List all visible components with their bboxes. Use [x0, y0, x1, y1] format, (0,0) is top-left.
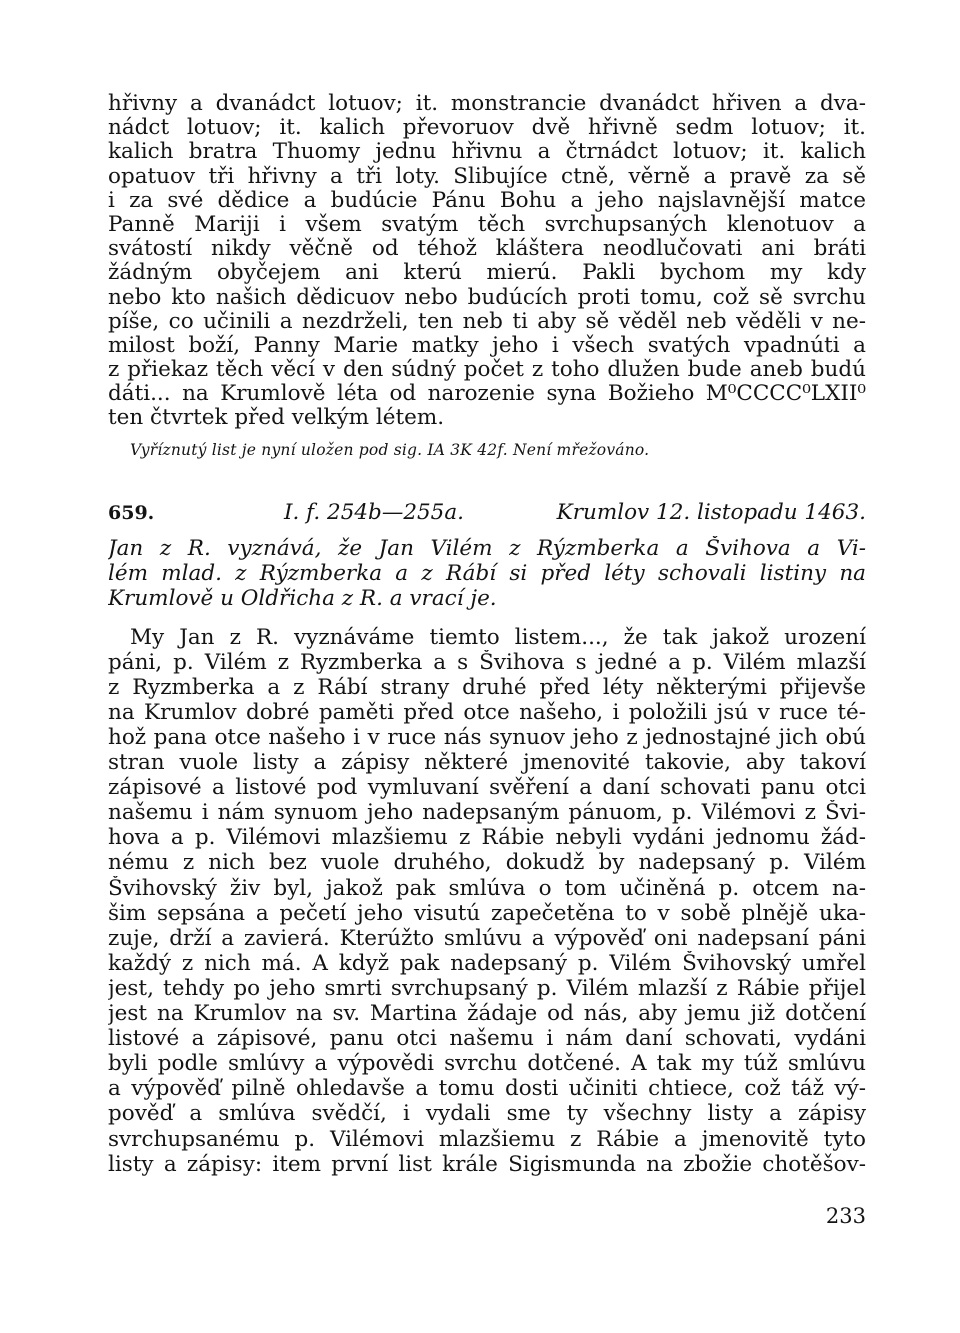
- text-line: z přiekaz těch věcí v den súdný počet z toho dlužen bude aneb budú: [108, 358, 866, 383]
- body-line: páni, p. Vilém z Ryzmberka a s Švihova s jedné a p. Vilém mlazší: [108, 649, 866, 675]
- body-line: pověď a smlúva svědčí, i vydali sme ty všechny listy a zápisy: [108, 1101, 866, 1127]
- entry-date: Krumlov 12. listopadu 1463.: [556, 499, 866, 525]
- body-line: a výpověď pilně ohledavše a tomu dosti učiniti chtiece, což táž vý-: [108, 1076, 866, 1102]
- text-line: Panně Mariji i všem svatým těch svrchupsaných klenotuov a: [108, 212, 866, 237]
- text-line: kalich bratra Thuomy jednu hřivnu a čtrnádct lotuov; it. kalich: [108, 140, 866, 165]
- text-line: nebo kto našich dědicuov nebo budúcích proti tomu, což sě svrchu: [108, 285, 866, 310]
- page-number: 233: [825, 1204, 866, 1228]
- text-line: píše, co učinili a nezdrželi, ten neb ti aby sě věděl neb věděli v ne-: [108, 309, 866, 334]
- page-content: [108, 92, 866, 1177]
- body-line: z Ryzmberka a z Rábí strany druhé před léty některými přijevše: [108, 674, 866, 700]
- entry-regest: [108, 536, 866, 611]
- regest-line: Krumlově u Oldřicha z R. a vrací je.: [108, 585, 497, 611]
- body-line: listy a zápisy: item první list krále Sigismunda na zbožie chotěšov-: [108, 1151, 866, 1177]
- body-line: našemu i nám synuom jeho nadepsaným pánuom, p. Vilémovi z Švi-: [108, 800, 866, 826]
- entry-number: 659.: [108, 501, 155, 524]
- regest-line: Jan z R. vyznává, že Jan Vilém z Rýzmberka a Švihova a Vi-: [108, 535, 866, 561]
- body-line: listové a zápisové, panu otci našemu i nám daní schovati, vydáni: [108, 1026, 866, 1052]
- text-line: hřivny a dvanádct lotuov; it. monstrancie dvanádct hřiven a dva-: [108, 92, 866, 116]
- text-line: nádct lotuov; it. kalich převoruov dvě hřivně sedm lotuov; it.: [108, 116, 866, 141]
- body-line: jest, tehdy po jeho smrti svrchupsaný p. Vilém mlazší z Rábie přijel: [108, 975, 866, 1001]
- text-line: opatuov tři hřivny a tři loty. Slibujíce ctně, věrně a pravě za sě: [108, 164, 866, 189]
- body-line: My Jan z R. vyznáváme tiemto listem..., že tak jakož urození: [130, 624, 866, 650]
- body-line: stran vuole listy a zápisy některé jmenovité takovie, aby takoví: [108, 750, 866, 776]
- body-line: nému z nich bez vuole druhého, dokudž by nadepsaný p. Vilém: [108, 850, 866, 876]
- body-line: šim sepsána a pečetí jeho visutú zapečetěna to v sobě plnějě uka-: [108, 900, 866, 926]
- body-line: zápisové a listové pod vymluvaní svěření a daní schovati panu otci: [108, 775, 866, 801]
- body-line: hova a p. Vilémovi mlazšiemu z Rábie nebyli vydáni jednomu žád-: [108, 825, 866, 851]
- text-line: dáti... na Krumlově léta od narozenie syna Božieho M⁰CCCC⁰LXII⁰: [108, 382, 866, 407]
- regest-line: lém mlad. z Rýzmberka a z Rábí si před léty schovali listiny na: [108, 560, 866, 586]
- continued-text: [108, 92, 866, 431]
- text-line: svátostí nikdy věčně od téhož kláštera neodlučovati ani bráti: [108, 237, 866, 262]
- body-line: jest na Krumlov na sv. Martina žádaje od nás, aby jemu již dotčení: [108, 1001, 866, 1027]
- body-line: svrchupsanému p. Vilémovi mlazšiemu z Rábie a jmenovitě tyto: [108, 1126, 866, 1152]
- body-line: na Krumlov dobré paměti před otce našeho, i položili jsú v ruce té-: [108, 699, 866, 725]
- text-line: milost boží, Panny Marie matky jeho i všech svatých vpadnúti a: [108, 333, 866, 358]
- body-line: zuje, drží a zavierá. Kterúžto smlúvu a výpověď oni nadepsaní páni: [108, 925, 866, 951]
- text-line: ten čtvrtek před velkým létem.: [108, 406, 445, 431]
- body-line: byli podle smlúvy a výpovědi svrchu dotčené. A tak my túž smlúvu: [108, 1051, 866, 1077]
- text-line: žádným obyčejem ani kterú mierú. Pakli bychom my kdy: [108, 261, 866, 286]
- entry-body: [108, 625, 866, 1177]
- entry-reference: I. f. 254b—255a.: [284, 499, 465, 525]
- text-line: i za své dědice a budúcie Pánu Bohu a jeho najslavnější matce: [108, 188, 866, 213]
- body-line: každý z nich má. A když pak nadepsaný p. Vilém Švihovský umřel: [108, 950, 866, 976]
- body-line: hož pana otce našeho i v ruce nás synuov jeho z jednostajné jich obú: [108, 725, 866, 750]
- entry-heading: [108, 498, 866, 528]
- body-line: Švihovský živ byl, jakož pak smlúva o tom učiněná p. otcem na-: [108, 875, 866, 901]
- editorial-note: Vyříznutý list je nyní uložen pod sig. IA 3K 42f. Není mřežováno.: [130, 440, 650, 459]
